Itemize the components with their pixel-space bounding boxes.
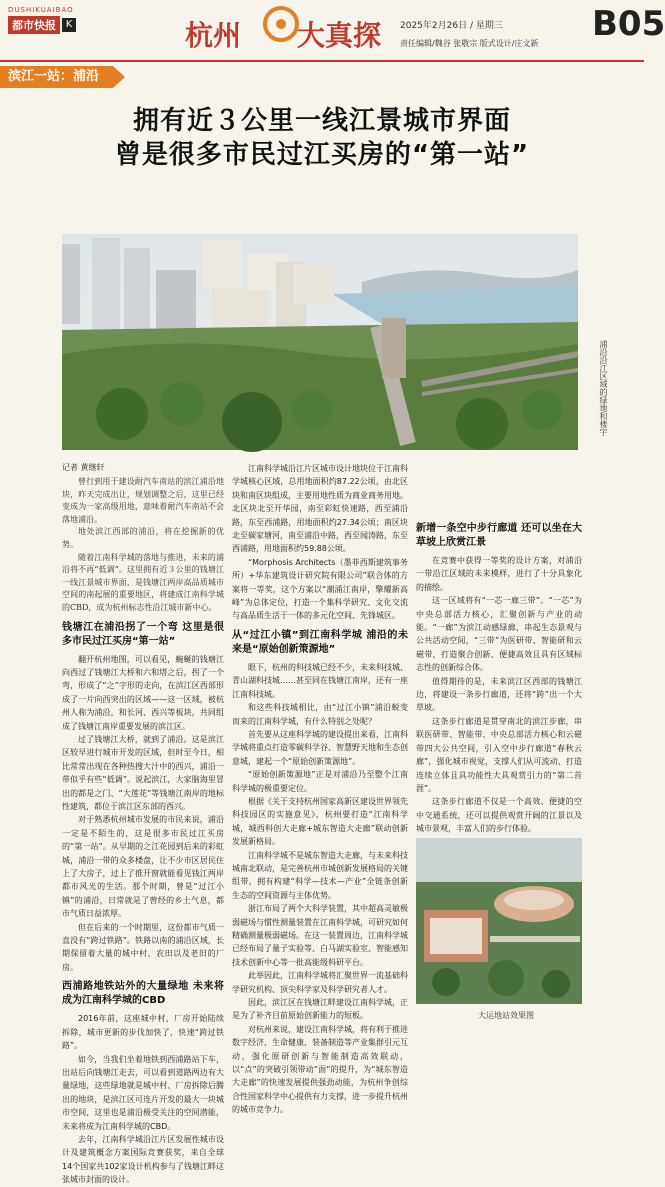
body-paragraph: 这条步行廊道不仅是一个高效、便捷的空中交通系统，还可以提供观赏开阔的江景以及城市景观，丰富人们的步行体验。: [416, 797, 582, 834]
section-heading: 新增一条空中步行廊道 还可以坐在大草坡上欣赏江景: [416, 523, 582, 548]
lead-paragraph: 地处滨江西部的浦沿，将在挖掘新的优势。: [62, 527, 224, 549]
column-title-left: 杭州: [185, 19, 242, 52]
column-2: [232, 462, 408, 1117]
photo-caption: 浦沿沿江区域的绿地和楼宇: [599, 340, 608, 436]
lead-paragraph: 随着江南科学城的落地与推进，未来的浦沿将不再“低调”。这里拥有近３公里的钱塘江一线江景城市界面，是钱塘江两岸高品质城市空间的南起展的重要地区，将建成江南科学城的CBD，成为杭州标志性沿江城市新中心。: [62, 552, 224, 612]
body-paragraph: 这条步行廊道是贯穿南北的滨江步廊，串联医研带、智能带、中央总部活力核心和云磁带四大公共空间，引入空中步行廊道“春秋云廊”，强化城市视觉，支撑人们从可流动、打造连续立体且具功能性大具观赏引力的“第二首涯”。: [416, 716, 582, 793]
body-paragraph: 2016年前，这座城中村，厂房开始陆续拆除，城市更新的步伐加快了，快速“跨过铁路”。: [62, 1014, 224, 1051]
riverside-photo-illustration: [62, 234, 578, 450]
masthead: [0, 0, 665, 62]
body-paragraph: 过了钱塘江大桥，就到了浦沿。这是滨江区较早进行城市开发的区域，但时至今日，相比常常出现在各种热搜大汁中的西兴，浦沿一带似乎有些“低调”。说起滨江，大家脑海里冒出的都是之门、“大莲花”等钱塘江南岸的地标性建筑，都位于滨江区东部的西兴。: [62, 734, 224, 811]
body-paragraph: 江南科学城沿江片区城市设计地块位于江南科学城核心区域，总用地面积约87.22公顷，由北区块和南区块组成，主要用地性质为商业商务用地。北区块北至开华园，南至彩虹快速路，西至浦沿路，东至西浦路，用地面积约27.34公顷；南区块北至碳家塘河，南至浦沿中路，西至闻涛路，东至西浦路，用地面积约59.88公顷。: [232, 464, 408, 554]
microphone-icon: [263, 6, 299, 42]
body-paragraph: 江南科学城不是城东智造大走廊，与未来科技城南北联动，是完善杭州市城创新发展格局的关键组带，拥有构建“科学—技术—产业”全链条创新生态的空间资源与主体优势。: [232, 850, 408, 900]
body-paragraph: 此举因此，江南科学城将汇聚世界一流基础科学研究机构、顶尖科学家及科学研究者人才。: [232, 971, 408, 994]
body-paragraph: 如今，当我们坐着地铁到西浦路站下车，出站后向钱塘江走去，可以看到道路两边有大量绿地，这些绿地就是城中村、厂房拆除后腾出的地块，是滨江区可连片开发的最大一块城市空间，这里也是浦沿极受关注的空间潜能，未来将成为江南科学城的CBD。: [62, 1054, 224, 1131]
dateline: 2025年2月26日 / 星期三: [400, 21, 503, 31]
page-number: B05: [592, 4, 665, 44]
headline-line-2: 曾是很多市民过江买房的“第一站”: [114, 140, 530, 170]
section-heading: 西浦路地铁站外的大量绿地 未来将成为江南科学城的CBD: [62, 981, 224, 1007]
body-paragraph: 去年，江南科学城沿江片区发展性城市设计及建筑概念方案国际竞赛获奖，来自全球14个国家共102家设计机构参与了钱塘江畔这张城市封面的设计。: [62, 1134, 224, 1185]
body-paragraph: 翻开杭州地图，可以看见，蜿蜒的钱塘江向西过了钱塘江大桥和六和塔之后，拐了一个弯，形成了“之”字形的走向，在滨江区西部形成了一片向西突出的区域——这一区域，被杭州人称为浦沿，和长河、西兴等板块，共同组成了钱塘江南岸重要发展的滨江区。: [62, 654, 224, 731]
body-paragraph: 眼下，杭州的科技城已经不少，未来科技城、青山湖科技城……甚至同在钱塘江南岸，还有一座江南科技城。: [232, 662, 408, 699]
body-paragraph: 首先要从这座科学城的建设提出来看，江南科学城将重点打造零碳科学谷、智慧野天地和生态创意城，建起一个“原始创新策源地”。: [232, 729, 408, 766]
section-kicker: 滨江一站：浦沿: [0, 66, 113, 88]
rendering-illustration: [416, 838, 582, 1004]
column-title: [185, 2, 395, 56]
body-paragraph: 在竞赛中获得一等奖的设计方案，对浦沿一带沿江区域的未来模样，进行了十分具象化的描绘。: [416, 556, 582, 592]
body-paragraph: “原始创新策源地”正是对浦沿乃至整个江南科学城的极重要定位。: [232, 770, 408, 793]
rendering-caption: 大运地站效果图: [478, 1011, 534, 1020]
body-paragraph: 和这些科技城相比，由“过江小镇”浦沿蜕变而来的江南科学城，有什么特别之处呢？: [232, 703, 408, 726]
editor-credits: 责任编辑/魏谷 张敬宗 版式设计/庄文新: [400, 39, 539, 48]
logo-k-icon: K: [62, 18, 76, 32]
lead-paragraph: 曾行到用于建设耐汽车南站的滨江浦沿地块，昨天完成出让，规划调整之后，这里已经变成为一家高级用地，意味着耐汽车南站不会落地浦沿。: [62, 477, 224, 524]
body-paragraph: 因此，滨江区在钱塘江畔建设江南科学城，正是为了补齐目前原始创新能力的短板。: [232, 998, 408, 1021]
rendering-photo: [416, 838, 582, 1004]
section-heading: 从“过江小镇”到江南科学城 浦沿的未来是“原始创新策源地”: [232, 629, 408, 655]
column-1: [62, 476, 224, 1187]
body-paragraph: 对于熟悉杭州城市发展的市民来说，浦沿一定是不陌生的，这是很多市民过江买房的“第一站”。从早期的之江花园到后来的彩虹城，浦沿一带的众多楼盘，让不少市区居民住上了大房子，过上了推开窗就能看见钱江两岸都市风光的生活。那个时期，曾是“过江小镇”的浦沿，日常就是了曾经的乡土气息，都市气质日益浓厚。: [62, 815, 224, 919]
lead-block: [62, 476, 224, 615]
logo-name: 都市快报: [8, 16, 60, 34]
header-rule: [0, 60, 644, 62]
section-heading: 钱塘江在浦沿拐了一个弯 这里是很多市民过江买房“第一站”: [62, 621, 224, 647]
body-paragraph: 这一区域将有“一芯一廊三带”。“一芯”为中央总部活力核心，汇聚创新与产业的动能。“一廊”为滨江动感绿廊，串起生态景观与公共活动空间，“三带”为医研带、智能研和云磁带，打造聚合创新、便捷高效且具有区域标志性的创新综合体。: [416, 596, 582, 673]
logo-pinyin: DUSHIKUAIBAO: [8, 6, 74, 14]
body-paragraph: 根据《关于支持杭州国家高新区建设世界领先科技园区的实施意见》，杭州要打造“江南科学城，城西科创大走廊+城东智造大走廊”联动创新发展新格局。: [232, 796, 408, 847]
body-paragraph: 但在后来的一个时期里，这份都市气质一直没有“跨过铁路”。铁路以南的浦沿区域，长期保留着大量的城中村、农田以及老旧的厂房。: [62, 922, 224, 972]
byline: 记者 黄继轩: [62, 463, 105, 472]
body-paragraph: 对杭州来说，建设江南科学城，将有利于推进数字经济、生命健康、装备制造等产业集群引元互动，强化原研创新与智能制造高效联动，以“点”的突破引领带动“面”的提升，为“城东智造大走廊”的快速发展提供强劲动能，为杭州争创综合性国家科学中心提供有力支撑，进一步提升杭州的城市竞争力。: [232, 1024, 408, 1115]
newspaper-logo: [8, 6, 100, 44]
column-title-right: 大真探: [297, 19, 382, 52]
riverside-photo: [62, 234, 578, 450]
headline-line-1: 拥有近３公里一线江景城市界面: [132, 106, 511, 136]
body-paragraph: “Morphosis Architects（墨菲西斯建筑事务所）+华东建筑设计研究院有限公司”联合体的方案将一等奖，这个方案以“潮涌江南岸，擎耀新高峰”为总体定位，打造一个集科学研究、文化交流与高品质生活于一体的多元化空间、先锋城区。: [232, 557, 408, 621]
body-paragraph: 值得期待的是，未来滨江区西部的钱塘江边，将建设一条步行廊道，还将“跨”出一个大草坡。: [416, 676, 582, 713]
body-paragraph: 浙江布局了两个大科学装置，其中超高灵敏极弱磁场与惯性测量装置在江南科学城，可研究如何精确测量极弱磁场。在这一装置周边，江南科学城已经布局了量子实验等、白马湖实验室、智能感知技术创新中心等一批高能级科研平台。: [232, 904, 408, 967]
